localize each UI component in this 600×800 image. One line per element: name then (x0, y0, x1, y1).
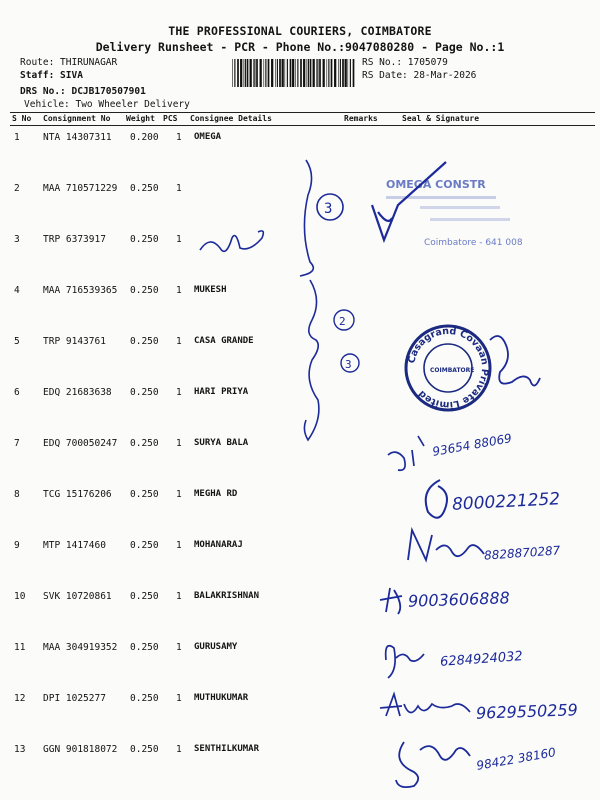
casagrand-seal-city: COIMBATORE (430, 367, 475, 374)
table-row (0, 591, 600, 611)
row-sno: 4 (14, 285, 20, 296)
phone-row-13: 98422 38160 (475, 745, 557, 773)
row-pcs: 1 (176, 489, 182, 500)
row-consignment-no: TCG 15176206 (43, 489, 112, 500)
rs-date: RS Date: 28-Mar-2026 (362, 70, 477, 81)
col-pcs: PCS (163, 114, 178, 123)
row-consignment-no: EDQ 21683638 (43, 387, 112, 398)
row-weight: 0.250 (130, 693, 159, 704)
col-seal-signature: Seal & Signature (402, 114, 480, 123)
table-row (0, 336, 600, 356)
row-weight: 0.250 (130, 285, 159, 296)
header-rule-top (10, 112, 595, 113)
document-title: THE PROFESSIONAL COURIERS, COIMBATORE (168, 24, 432, 38)
phone-row-12: 9629550259 (475, 700, 579, 723)
row-weight: 0.250 (130, 540, 159, 551)
row-sno: 11 (14, 642, 26, 653)
row-sno: 13 (14, 744, 26, 755)
row-consignment-no: TRP 9143761 (43, 336, 106, 347)
row-pcs: 1 (176, 387, 182, 398)
row-sno: 1 (14, 132, 20, 143)
route-label: Route: THIRUNAGAR (20, 57, 118, 68)
phone-row-10: 9003606888 (407, 588, 511, 611)
rs-number: RS No.: 1705079 (362, 57, 448, 68)
row-weight: 0.250 (130, 591, 159, 602)
phone-row-7: 93654 88069 (431, 431, 513, 459)
table-row (0, 183, 600, 203)
row-weight: 0.250 (130, 336, 159, 347)
row-weight: 0.250 (130, 489, 159, 500)
row-consignee: SURYA BALA (194, 438, 249, 448)
row-weight: 0.200 (130, 132, 159, 143)
staff-label: Staff: SIVA (20, 70, 83, 81)
row-consignee: GURUSAMY (194, 642, 238, 652)
circle-mark-3b (341, 354, 359, 372)
row-consignee: MEGHA RD (194, 489, 238, 499)
row-consignment-no: GGN 901818072 (43, 744, 118, 755)
row-pcs: 1 (176, 438, 182, 449)
table-row (0, 132, 600, 152)
omega-stamp-name: OMEGA CONSTR (386, 178, 486, 191)
row-consignee: MUKESH (194, 285, 227, 295)
row-pcs: 1 (176, 540, 182, 551)
row-consignment-no: NTA 14307311 (43, 132, 112, 143)
row-sno: 6 (14, 387, 20, 398)
row-pcs: 1 (176, 642, 182, 653)
row-consignment-no: SVK 10720861 (43, 591, 112, 602)
row-consignment-no: MAA 716539365 (43, 285, 118, 296)
row-sno: 9 (14, 540, 20, 551)
row-consignee: MUTHUKUMAR (194, 693, 249, 703)
col-sno: S No (12, 114, 32, 123)
table-row (0, 387, 600, 407)
row-weight: 0.250 (130, 234, 159, 245)
row-consignment-no: MAA 710571229 (43, 183, 118, 194)
row-sno: 2 (14, 183, 20, 194)
header-rule-bottom (10, 125, 595, 126)
drs-number: DRS No.: DCJB170507901 (20, 86, 146, 97)
casagrand-seal-text: Casagrand Covaan Private Limited (406, 325, 491, 411)
row-consignee: SENTHILKUMAR (194, 744, 260, 754)
row-consignment-no: MTP 1417460 (43, 540, 106, 551)
barcode (232, 59, 357, 87)
phone-row-8: 8000221252 (451, 489, 561, 515)
row-consignee: BALAKRISHNAN (194, 591, 260, 601)
row-sno: 8 (14, 489, 20, 500)
row-pcs: 1 (176, 183, 182, 194)
row-consignment-no: MAA 304919352 (43, 642, 118, 653)
omega-stamp-city: Coimbatore - 641 008 (424, 238, 523, 248)
row-sno: 7 (14, 438, 20, 449)
circle-mark-3-label: 3 (324, 201, 333, 217)
circle-mark-2 (334, 310, 354, 330)
row-pcs: 1 (176, 744, 182, 755)
row-pcs: 1 (176, 591, 182, 602)
col-remarks: Remarks (344, 114, 378, 123)
row-pcs: 1 (176, 132, 182, 143)
row-pcs: 1 (176, 693, 182, 704)
row-consignment-no: DPI 1025277 (43, 693, 106, 704)
col-consignee: Consignee Details (190, 114, 272, 123)
row-sno: 5 (14, 336, 20, 347)
row-weight: 0.250 (130, 183, 159, 194)
vehicle-label: Vehicle: Two Wheeler Delivery (24, 99, 190, 110)
bracket-mark-upper (300, 160, 313, 276)
row-consignee: OMEGA (194, 132, 222, 142)
row-consignment-no: EDQ 700050247 (43, 438, 118, 449)
circle-mark-3b-label: 3 (345, 358, 352, 371)
row-weight: 0.250 (130, 438, 159, 449)
row-sno: 10 (14, 591, 26, 602)
table-row (0, 234, 600, 254)
row-consignment-no: TRP 6373917 (43, 234, 106, 245)
col-weight: Weight (126, 114, 155, 123)
row-weight: 0.250 (130, 387, 159, 398)
row-weight: 0.250 (130, 642, 159, 653)
circle-mark-2-label: 2 (339, 315, 346, 328)
document-subtitle: Delivery Runsheet - PCR - Phone No.:9047080280 - Page No.:1 (95, 40, 505, 54)
row-consignee: MOHANARAJ (194, 540, 243, 550)
row-consignee: HARI PRIYA (194, 387, 249, 397)
row-pcs: 1 (176, 234, 182, 245)
row-pcs: 1 (176, 336, 182, 347)
row-consignee: CASA GRANDE (194, 336, 254, 346)
row-weight: 0.250 (130, 744, 159, 755)
row-sno: 12 (14, 693, 26, 704)
row-pcs: 1 (176, 285, 182, 296)
col-consignment: Consignment No (43, 114, 111, 123)
table-row (0, 285, 600, 305)
phone-row-9: 8828870287 (483, 543, 561, 563)
row-sno: 3 (14, 234, 20, 245)
phone-row-11: 6284924032 (439, 649, 524, 670)
